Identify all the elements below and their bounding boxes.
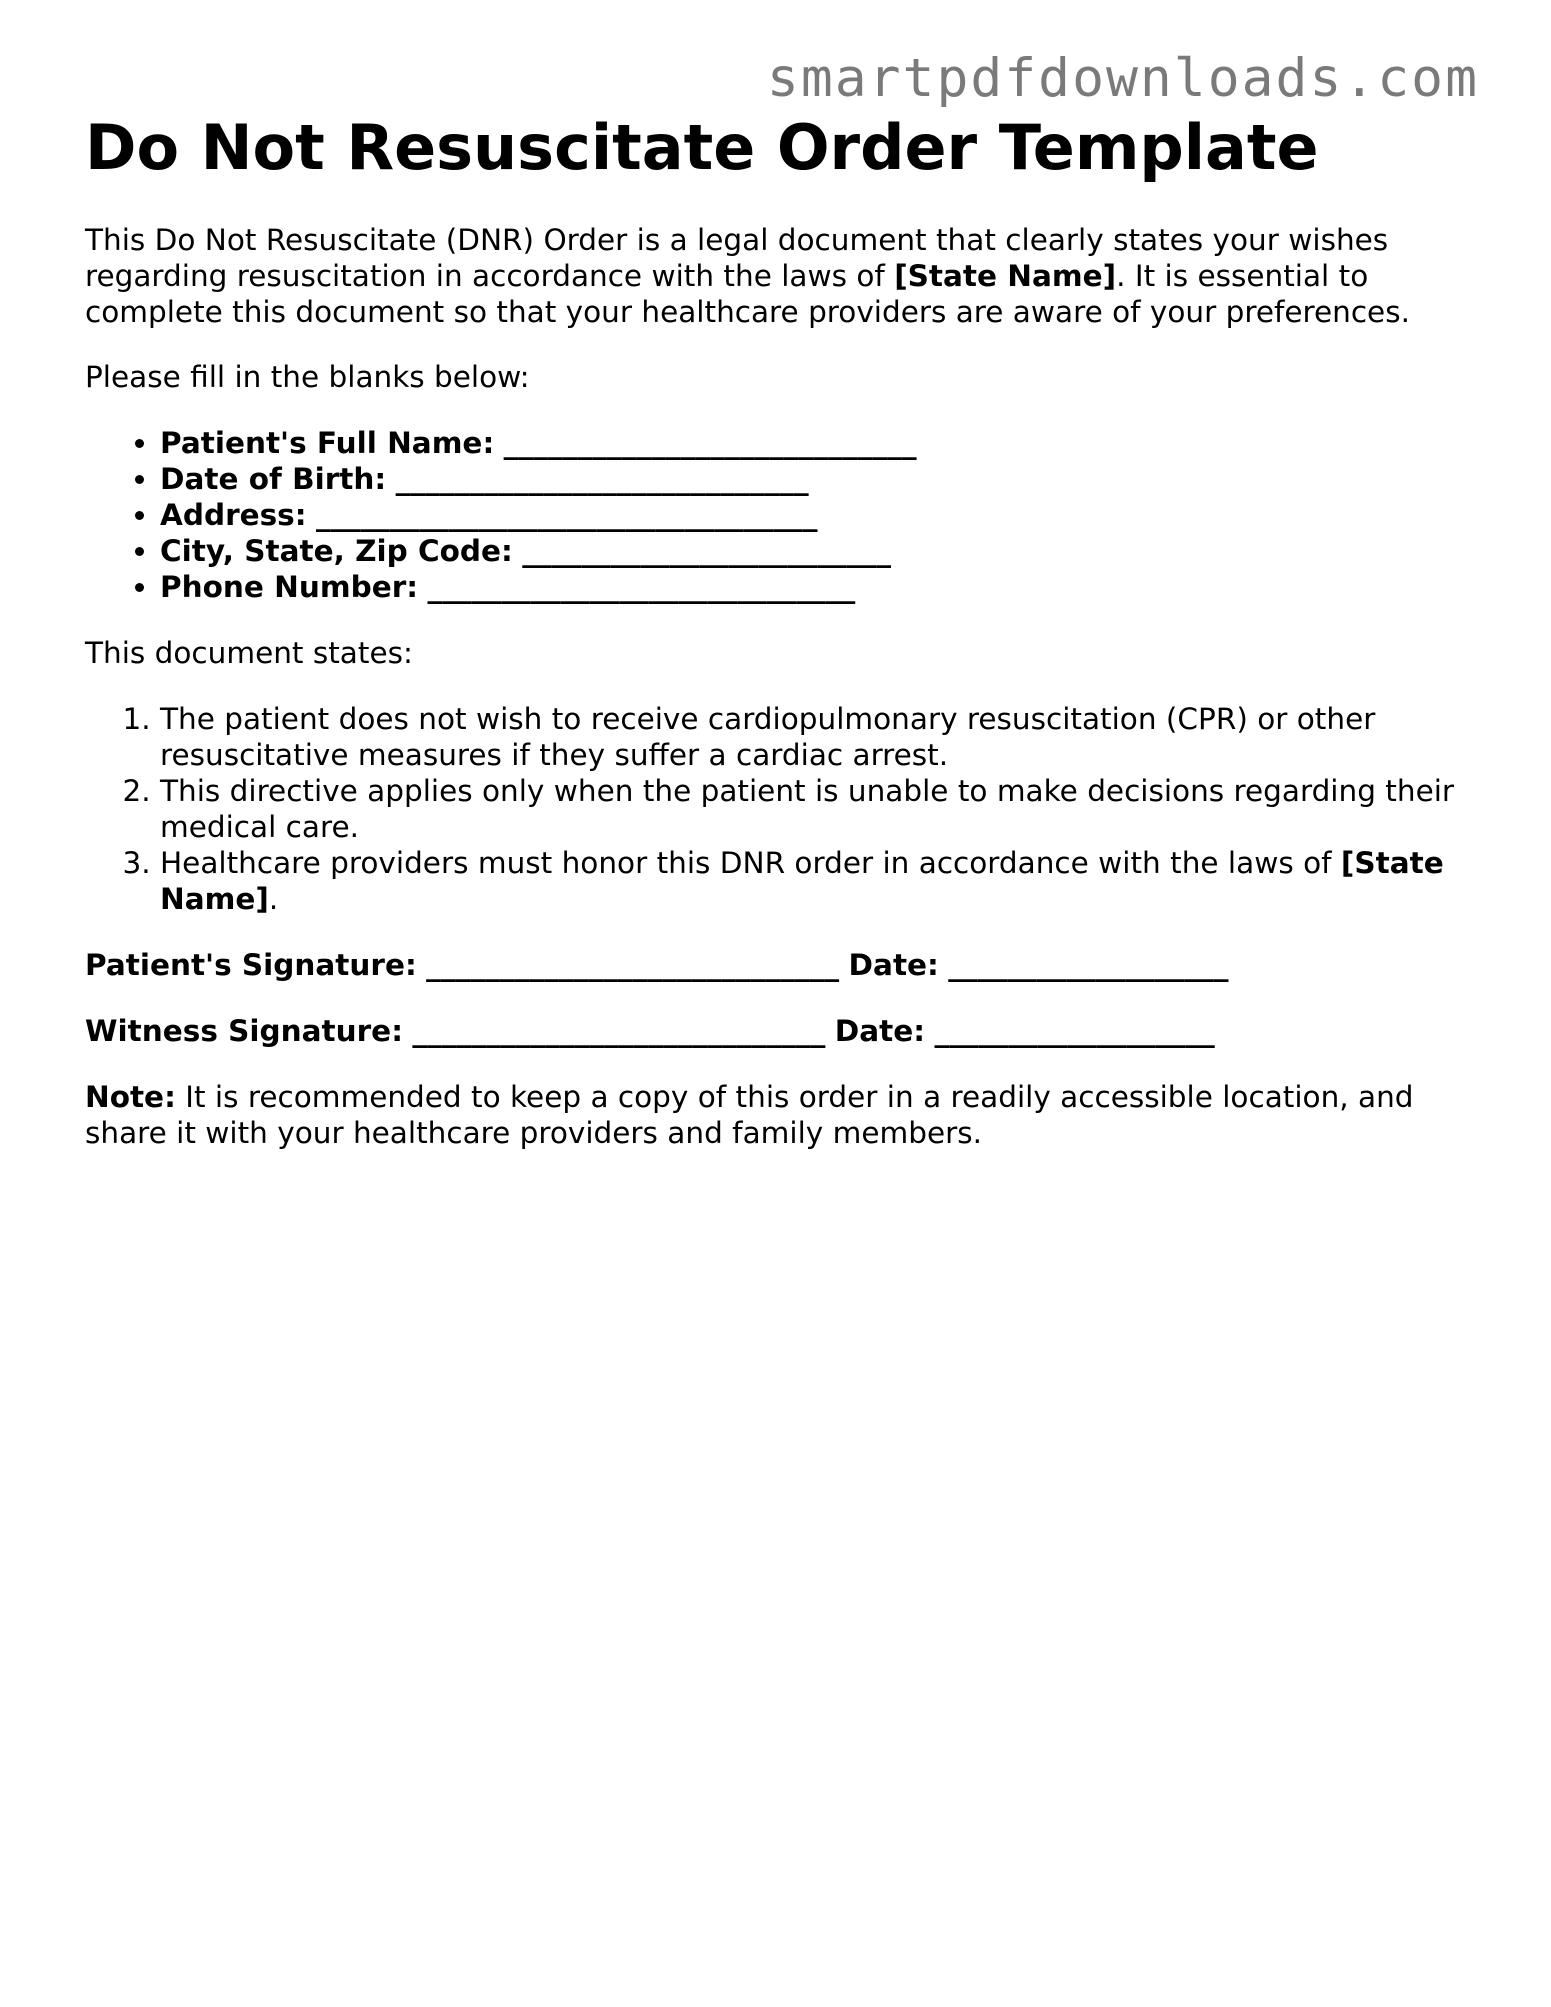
date-blank: ___________________ [934,1014,1215,1048]
field-phone-number [160,569,1485,605]
field-date-of-birth [160,461,1485,497]
states-intro: This document states: [85,636,413,670]
witness-signature-line [85,1013,1485,1049]
witness-signature-blank: ____________________________ [412,1014,826,1048]
intro-text-before: This Do Not Resuscitate (DNR) Order is a legal document that clearly states your wishes regarding resuscitation in accordance with the laws of [85,223,1389,293]
field-blank: _____________________________ [427,570,856,604]
statement-item: 3. Healthcare providers must honor this DNR order in accordance with the laws of [State Name]. [160,845,1485,917]
date-label: Date: [848,948,939,982]
field-label: Date of Birth: [160,462,387,496]
note-text: It is recommended to keep a copy of this order in a readily accessible location, and share it with your healthcare providers and family members. [85,1080,1414,1150]
intro-state-placeholder: [State Name] [894,259,1117,293]
document-title: Do Not Resuscitate Order Template [85,111,1319,184]
field-blank: ____________________________ [395,462,809,496]
statement-item: 2. This directive applies only when the patient is unable to make decisions regarding their medical care. [160,773,1485,845]
intro-text-after: . It is essential to complete this document so that your healthcare providers are aware of your preferences. [85,259,1410,329]
field-city-state-zip [160,533,1485,569]
field-label: Phone Number: [160,570,419,604]
intro-paragraph [85,222,1485,330]
date-blank: ___________________ [948,948,1229,982]
patient-fields-list [85,425,1485,605]
field-blank: ____________________________ [503,426,917,460]
date-label: Date: [834,1014,926,1048]
note-paragraph [85,1079,1485,1151]
field-label: Address: [160,498,307,532]
document-page [85,112,1485,1151]
field-patient-name [160,425,1485,461]
field-address [160,497,1485,533]
field-blank: __________________________________ [315,498,818,532]
statement-item: 1. The patient does not wish to receive cardiopulmonary resuscitation (CPR) or other resuscitative measures if they suffer a cardiac arrest. [160,701,1485,773]
field-label: Patient's Full Name: [160,426,495,460]
statements-list [85,701,1485,917]
note-label: Note: [85,1080,176,1114]
patient-signature-blank: ____________________________ [426,948,840,982]
statement-state-placeholder: [State Name] [160,846,1444,916]
field-blank: _________________________ [522,534,891,568]
field-label: City, State, Zip Code: [160,534,513,568]
watermark: smartpdfdownloads.com [766,48,1479,109]
patient-signature-label: Patient's Signature: [85,948,417,982]
witness-signature-label: Witness Signature: [85,1014,403,1048]
patient-signature-line [85,947,1485,983]
fill-prompt: Please fill in the blanks below: [85,360,530,394]
